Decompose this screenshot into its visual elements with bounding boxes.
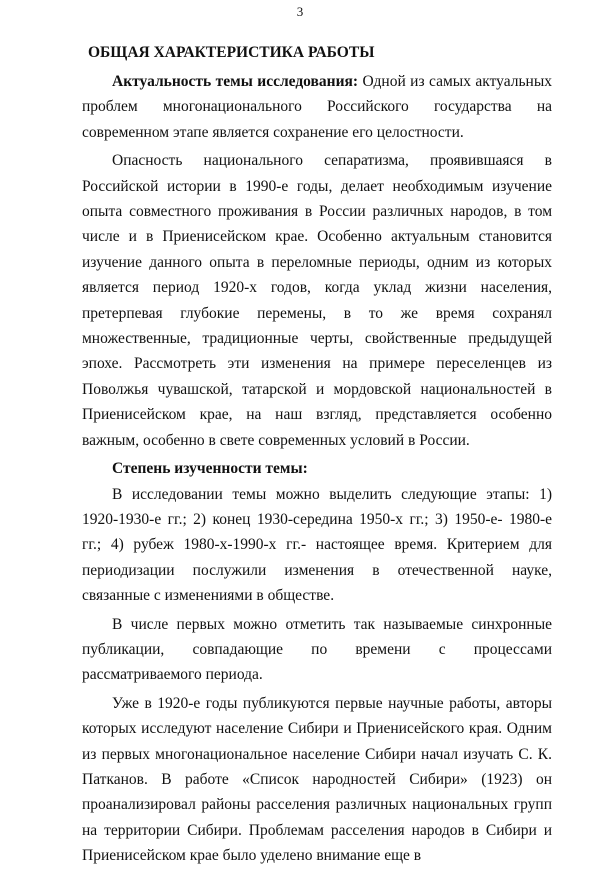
relevance-text: Одной из самых актуальных проблем многонационального Российского государства на современном этапе является сохранение его целостности. xyxy=(82,73,553,141)
relevance-paragraph xyxy=(82,69,552,145)
early-works-paragraph: Уже в 1920-е годы публикуются первые научные работы, авторы которых исследуют население Сибири и Приенисейского края. Одним из первых многонациональное население Сибири начал изучать С. К. Патканов. В работе «Список народностей Сибири» (1923) он проанализировал районы расселения различных национальных групп на территории Сибири. Проблемам расселения народов в Сибири и Приенисейском крае было уделено внимание еще в xyxy=(82,694,552,865)
document-title: ОБЩАЯ ХАРАКТЕРИСТИКА РАБОТЫ xyxy=(88,44,375,61)
synchronous-publications-paragraph: В числе первых можно отметить так называемые синхронные публикации, совпадающие по времени с процессами рассматриваемого периода. xyxy=(82,615,552,684)
page-number: 3 xyxy=(296,4,304,19)
stages-paragraph: В исследовании темы можно выделить следующие этапы: 1) 1920-1930-е гг.; 2) конец 1930-середина 1950-х гг.; 3) 1950-е- 1980-е гг.; 4) рубеж 1980-х-1990-х гг.- настоящее время. Критерием для периодизации послужили изменения в отечественной науке, связанные с изменениями в обществе. xyxy=(82,485,552,605)
study-degree-heading: Степень изученности темы: xyxy=(112,460,308,478)
relevance-heading: Актуальность темы исследования: xyxy=(112,73,359,90)
document-body xyxy=(82,40,552,869)
separatism-paragraph: Опасность национального сепаратизма, проявившаяся в Российской истории в 1990-е годы, делает необходимым изучение опыта совместного проживания в России различных народов, в том числе и в Приенисейском крае. Особенно актуальным становится изучение данного опыта в переломные периоды, одним из которых является период 1920-х годов, когда уклад жизни населения, претерпевая глубокие перемены, в то же время сохранял множественные, традиционные черты, свойственные предыдущей эпохе. Рассмотреть эти изменения на примере переселенцев из Поволжья чувашской, татарской и мордовской национальностей в Приенисейском крае, на наш взгляд, представляется особенно важным, особенно в свете современных условий в России. xyxy=(82,152,552,449)
